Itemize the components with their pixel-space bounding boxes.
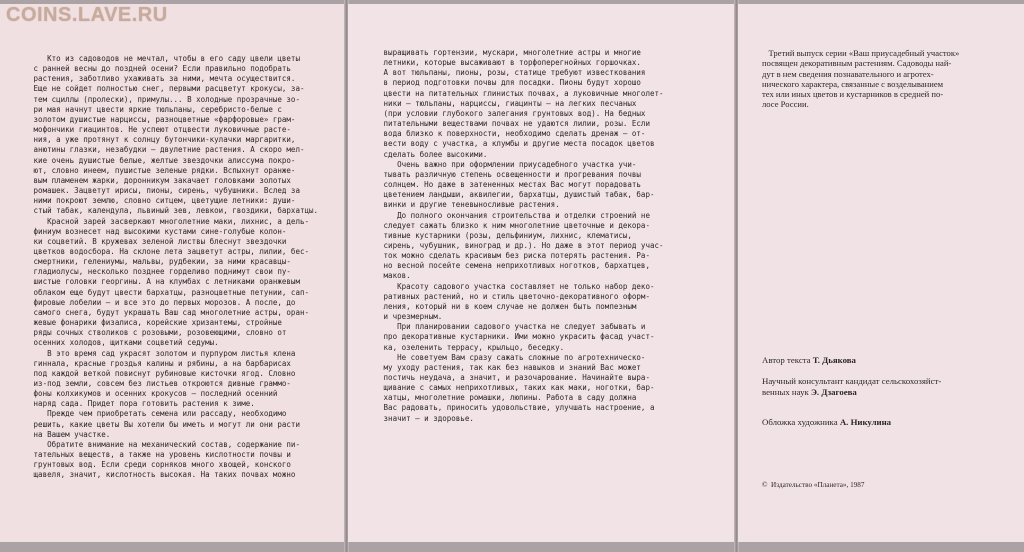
- cover-label: Обложка художника: [762, 417, 840, 427]
- panel-middle-text: выращивать гортензии, мускари, многолетние астры и многие летники, которые высаживают в торфоперегнойных горшочках. А вот тюльпаны, пионы, розы, статице требуют известкования в период подготовки почвы для посадки. Пионы будут хорошо цвести на питательных глинистых почвах, а луковичные многолет- ники — тюльпаны, нарциссы, гиацинты — на легких песчаных (при условии глубокого залегания грунтовых вод). На бедных питательными веществами почвах не удаются лилии, розы. Если вода близко к поверхности, необходимо сделать дренаж — от- вести воду с участка, а клумбы и другие места посадок цветов сделать более высокими. Очень важно при оформлении приусадебного участка учи- тывать различную степень освещенности и прогревания почвы солнцем. Но даже в затененных местах Вас могут порадовать цветением ландыши, аквилегии, бархатцы, душистый табак, бар- винки и другие теневыносливые растения. До полного окончания строительства и отделки строений не следует сажать близко к ним многолетние цветочные и декора- тивные кустарники (розы, дельфиниум, лихнис, клематисы, сирень, чубушник, виноград и др.). Но даже в этот период учас- ток можно сделать красивым без риска потерять растения. Ра- но весной посейте семена неприхотливых ноготков, бархатцев, маков. Красоту садового участка составляет не только набор деко- ративных растений, но и стиль цветочно-декоративного оформ- ления, который ни в коем случае не должен быть помпезным и чрезмерным. При планировании садового участка не следует забывать и про декоративные кустарники. Ими можно украсить фасад участ- ка, озеленить террасу, крыльцо, беседку. Не советуем Вам сразу сажать сложные по агротехническо- му уходу растения, так как без навыков и знаний Вас может постичь неудача, а значит, и разочарование. Начинайте выра- щивание с самых неприхотливых, таких как маки, ноготки, бар- хатцы, многолетние ромашки, люпины. Работа в саду должна Вас радовать, приносить удовольствие, улучшать настроение, а значит — и здоровье.: [383, 48, 664, 423]
- panel-left-text: Кто из садоводов не мечтал, чтобы в его саду цвели цветы с ранней весны до поздней осени? Если правильно подобрать растения, заботливо ухаживать за ними, мечта осуществится. Еще не сойдет полностью снег, первыми расцветут крокусы, за- тем сциллы (пролески), примулы... В холодные прозрачные зо- ри мая начнут цвести яркие тюльпаны, серебристо-белые с золотом душистые нарциссы, разноцветные «фарфоровые» грам- мофончики гиацинтов. Не успеют отцвести луковичные расте- ния, а уже протянут к солнцу бутончики-кулачки маргаритки, анютины глазки, незабудки — двулетние растения. А скоро мел- кие очень душистые белые, желтые звездочки алиссума покро- ют, словно инеем, пушистые зеленые рядки. Вспыхнут оранже- вым пламенем жарки, доронникум закачает головками золотых ромашек. Зацветут ирисы, пионы, сирень, чубушники. Вслед за ними покроют землю, словно ситцем, цветущие летники: души- стый табак, календула, львиный зев, левкои, гвоздики, бархатцы. Красной зарей засверкают многолетние маки, лихнис, а дель- финиум вознесет над высокими кустами сине-голубые колон- ки соцветий. В кружевах зеленой листвы блеснут звездочки цветков водосбора. На склоне лета зацветут астры, лилии, бес- смертники, гелениумы, мальвы, рудбекии, за ними красавцы- гладиолусы, несколько позднее горделиво поднимут свои пу- шистые головки георгины. А на клумбах с летниками оранжевым облаком еще будут цвести бархатцы, разноцветные петунии, сап- фировые лобелии — и все это до первых морозов. А после, до самого снега, будут украшать Ваш сад многолетние астры, оран- жевые фонарики физалиса, корейские хризантемы, стройные ряды сочных стволиков с розовыми, розовеющими, словно от осенних холодов, щитками соцветий седумы. В это время сад украсят золотом и пурпуром листья клена гиннала, красные гроздья калины и рябины, а на барбарисах под каждой веткой повиснут рубиновые кисточки ягод. Словно из-под земли, совсем без листьев откроются дивные граммо- фоны колхикумов и осенних крокусов — последний осенний наряд сада. Придет пора готовить растения к зиме. Прежде чем приобретать семена или рассаду, необходимо решить, какие цветы Вы хотели бы иметь и могут ли они расти на Вашем участке. Обратите внимание на механический состав, содержание пи- тательных веществ, а также на уровень кислотности почвы и грунтовых вод. Если среди сорняков много хвощей, конского щавеля, значит, кислотность высокая. На таких почвах можно: [33, 54, 319, 480]
- series-intro-text: Третий выпуск серии «Ваш приусадебный участок» посвящен декоративным растениям. Садоводы най- дут в нем сведения познавательного и агротех- нического характера, связанные с возделыванием тех или иных цветов и кустарников в средней по- лосе России.: [762, 48, 960, 110]
- consultant-line2-label: венных наук: [762, 387, 811, 397]
- panel-left: [0, 4, 344, 542]
- author-credit: [762, 355, 856, 366]
- consultant-line1: Научный консультант кандидат сельскохозяйст-: [762, 376, 942, 386]
- author-label: Автор текста: [762, 355, 813, 365]
- panel-right: [738, 4, 1024, 542]
- watermark-text: COINS.LAVE.RU: [6, 4, 168, 26]
- consultant-name: Э. Дзагоева: [810, 387, 857, 397]
- cover-artist-name: А. Никулина: [839, 417, 892, 427]
- panel-middle: [348, 4, 734, 542]
- copyright-line: © Издательство «Планета», 1987: [762, 481, 865, 489]
- author-name: Т. Дьякова: [812, 355, 856, 365]
- cover-credit: [762, 417, 891, 428]
- consultant-credit: [762, 376, 941, 398]
